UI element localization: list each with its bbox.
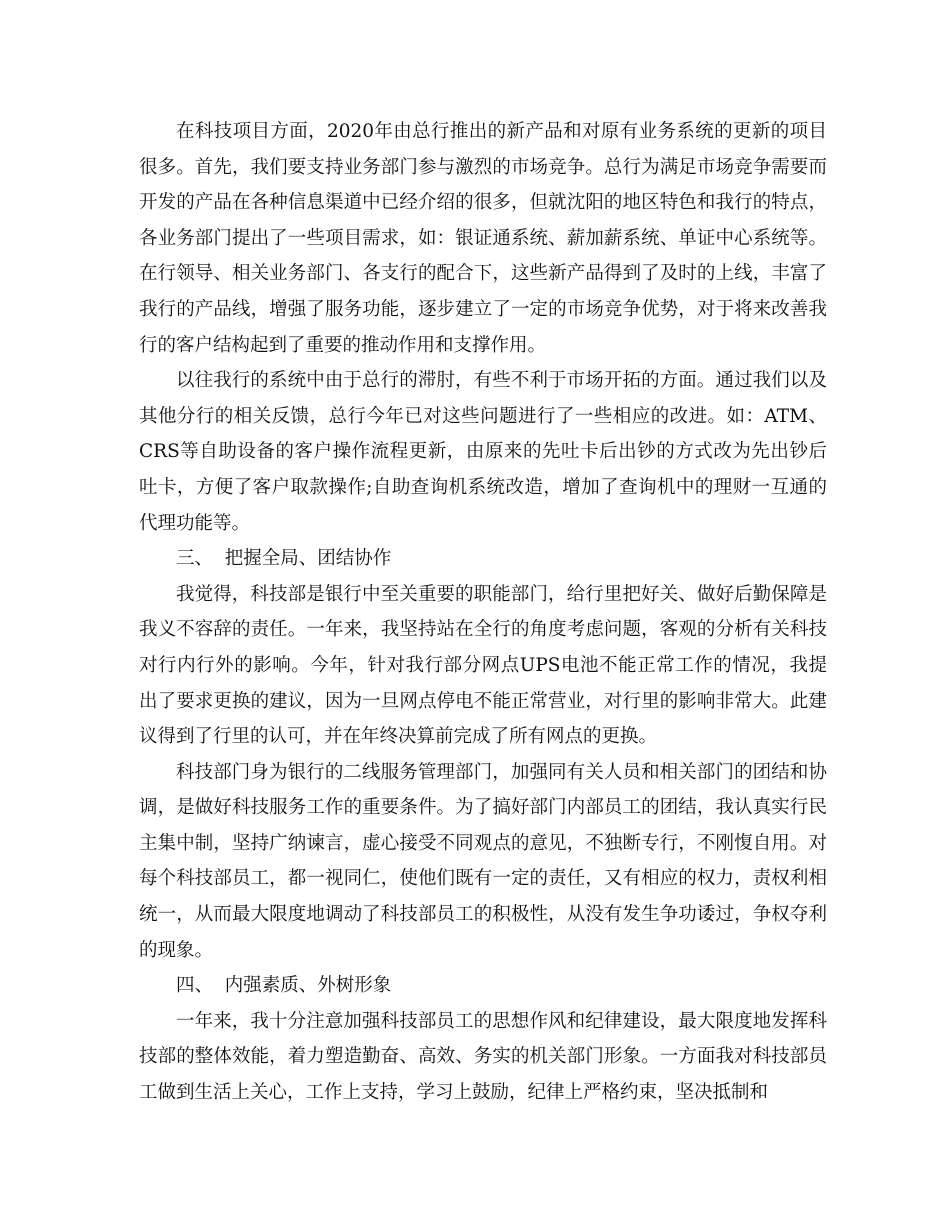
paragraph-tech-department-role: 我觉得，科技部是银行中至关重要的职能部门，给行里把好关、做好后勤保障是我义不容辞的责任。一年来，我坚持站在全行的角度考虑问题，客观的分析有关科技对行内行外的影响。今年，针对我行部分网点UPS电池不能正常工作的情况，我提出了要求更换的建议，因为一旦网点停电不能正常营业，对行里的影响非常大。此建议得到了行里的认可，并在年终决算前完成了所有网点的更换。 bbox=[139, 583, 827, 748]
paragraph-team-unity: 科技部门身为银行的二线服务管理部门，加强同有关人员和相关部门的团结和协调，是做好科技服务工作的重要条件。为了搞好部门内部员工的团结，我认真实行民主集中制，坚持广纳谏言，虚心接受不同观点的意见，不独断专行，不刚愎自用。对每个科技部员工，都一视同仁，使他们既有一定的责任，又有相应的权力，责权利相统一，从而最大限度地调动了科技部员工的积极性，从没有发生争功诿过，争权夺利的现象。 bbox=[139, 761, 827, 961]
paragraph-discipline-building: 一年来，我十分注意加强科技部员工的思想作风和纪律建设，最大限度地发挥科技部的整体效能，着力塑造勤奋、高效、务实的机关部门形象。一方面我对科技部员工做到生活上关心，工作上支持，学习上鼓励，纪律上严格约束，坚决抵制和 bbox=[139, 1010, 827, 1104]
document-body bbox=[139, 114, 827, 1111]
section-heading-four: 四、 内强素质、外树形象 bbox=[176, 975, 392, 997]
section-heading-three: 三、 把握全局、团结协作 bbox=[176, 548, 392, 570]
paragraph-tech-projects: 在科技项目方面，2020年由总行推出的新产品和对原有业务系统的更新的项目很多。首先，我们要支持业务部门参与激烈的市场竞争。总行为满足市场竞争需要而开发的产品在各种信息渠道中已经介绍的很多，但就沈阳的地区特色和我行的特点，各业务部门提出了一些项目需求，如：银证通系统、薪加薪系统、单证中心系统等。在行领导、相关业务部门、各支行的配合下，这些新产品得到了及时的上线，丰富了我行的产品线，增强了服务功能，逐步建立了一定的市场竞争优势，对于将来改善我行的客户结构起到了重要的推动作用和支撑作用。 bbox=[139, 121, 827, 356]
paragraph-system-improvements: 以往我行的系统中由于总行的滞肘，有些不利于市场开拓的方面。通过我们以及其他分行的相关反馈，总行今年已对这些问题进行了一些相应的改进。如：ATM、CRS等自助设备的客户操作流程更新，由原来的先吐卡后出钞的方式改为先出钞后吐卡，方便了客户取款操作;自助查询机系统改造，增加了查询机中的理财一互通的代理功能等。 bbox=[139, 370, 827, 534]
